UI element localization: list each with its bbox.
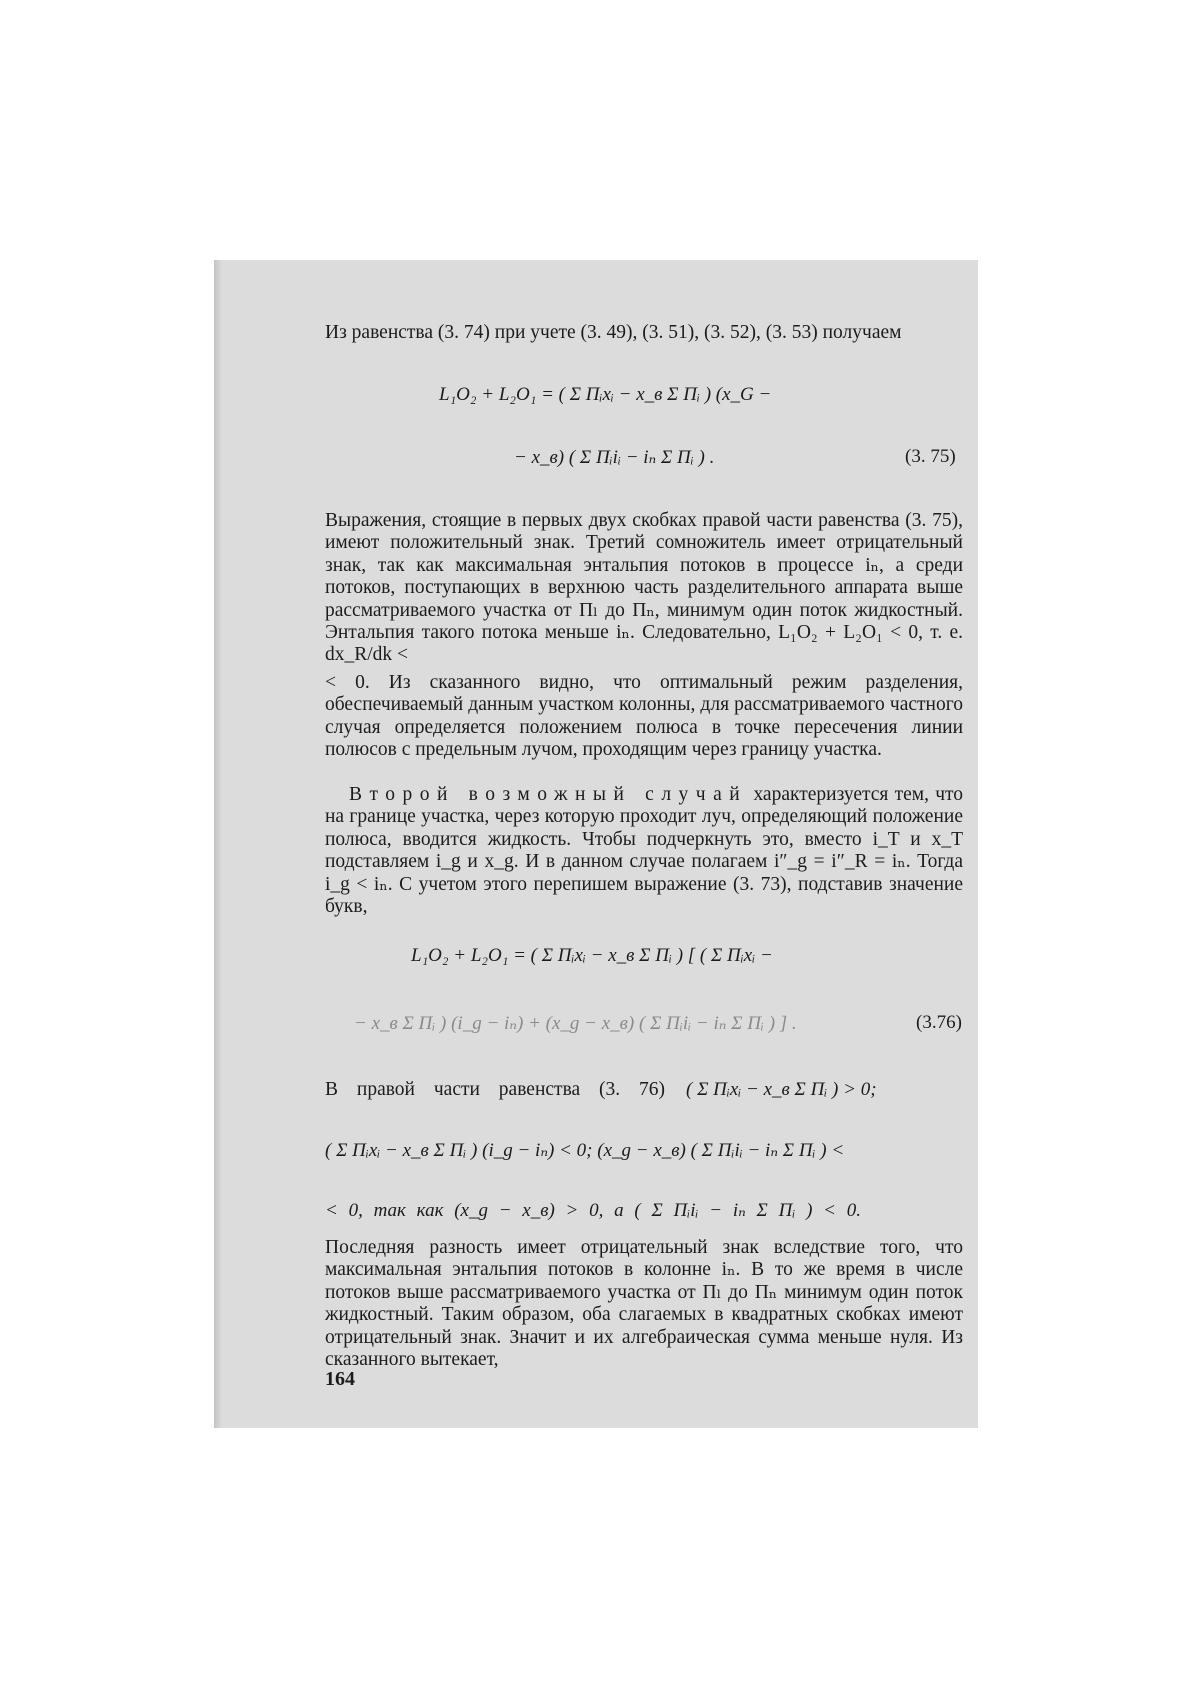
equation-3-76-line-2: − x_в Σ Πᵢ ) (i_g − iₙ) + (x_g − x_в) ( Σ Πᵢiᵢ − iₙ Σ Πᵢ ) ] . (354, 1013, 797, 1034)
page-number: 164 (325, 1368, 355, 1390)
paragraph-final: Последняя разность имеет отрицательный знак вследствие того, что максимальная энтальпия потоков в колонне iₙ. В то же время в числе потоков выше рассматриваемого участка от Πₗ до Πₙ минимум один поток жидкостный. Таким образом, оба слагаемых в квадратных скобках имеют отрицательный знак. Значит и их алгебраическая сумма меньше нуля. Из сказанного вытекает, (325, 1237, 963, 1371)
paragraph-second-case: Второй возможный случай характеризуется тем, что на границе участка, через которую проходит луч, определяющий положение полюса, вводится жидкость. Чтобы подчеркнуть это, вместо i_T и x_T подставляем i_g и x_g. И в данном случае полагаем i″_g = i″_R = iₙ. Тогда i_g < iₙ. С учетом этого перепишем выражение (3. 73), подставив значение букв, (325, 784, 964, 918)
scanned-page (214, 260, 978, 1428)
equation-number-3-76: (3.76) (916, 1012, 962, 1033)
inequality-2: ( Σ Πᵢxᵢ − x_в Σ Πᵢ ) (i_g − iₙ) < 0; (x_g − x_в) ( Σ Πᵢiᵢ − iₙ Σ Πᵢ ) < (325, 1140, 845, 1161)
equation-3-76-line-1: L₁O₂ + L₂O₁ = ( Σ Πᵢxᵢ − x_в Σ Πᵢ ) [ ( Σ Πᵢxᵢ − (411, 945, 773, 966)
paragraph-intro: Из равенства (3. 74) при учете (3. 49), (3. 51), (3. 52), (3. 53) получаем (325, 322, 902, 343)
spaced-heading: Второй возможный случай (349, 784, 748, 805)
paragraph-analysis: Выражения, стоящие в первых двух скобках правой части равенства (3. 75), имеют положительный знак. Третий сомножитель имеет отрицательный знак, так как максимальная энтальпия потоков в процессе iₙ, а среди потоков, поступающих в верхнюю часть разделительного аппарата выше рассматриваемого участка от Πₗ до Πₙ, минимум один поток жидкостный. Энтальпия такого потока меньше iₙ. Следовательно, L₁O₂ + L₂O₁ < 0, т. е. dx_R/dk < (325, 510, 963, 666)
equation-3-75-line-2: − x_в) ( Σ Πᵢiᵢ − iₙ Σ Πᵢ ) . (514, 447, 715, 468)
equation-3-75-line-1: L₁O₂ + L₂O₁ = ( Σ Πᵢxᵢ − x_в Σ Πᵢ ) (x_G − (439, 384, 772, 405)
paragraph-right-part-lead: В правой части равенства (3. 76) (325, 1079, 666, 1100)
paragraph-conclusion: < 0. Из сказанного видно, что оптимальный режим разделения, обеспечиваемый данным участком колонны, для рассматриваемого частного случая определяется положением полюса в точке пересечения линии полюсов с предельным лучом, проходящим через границу участка. (325, 672, 963, 761)
inequality-3: < 0, так как (x_g − x_в) > 0, а ( Σ Πᵢiᵢ − iₙ Σ Πᵢ ) < 0. (325, 1200, 861, 1221)
equation-number-3-75: (3. 75) (905, 446, 956, 467)
inequality-1: ( Σ Πᵢxᵢ − x_в Σ Πᵢ ) > 0; (686, 1079, 877, 1100)
